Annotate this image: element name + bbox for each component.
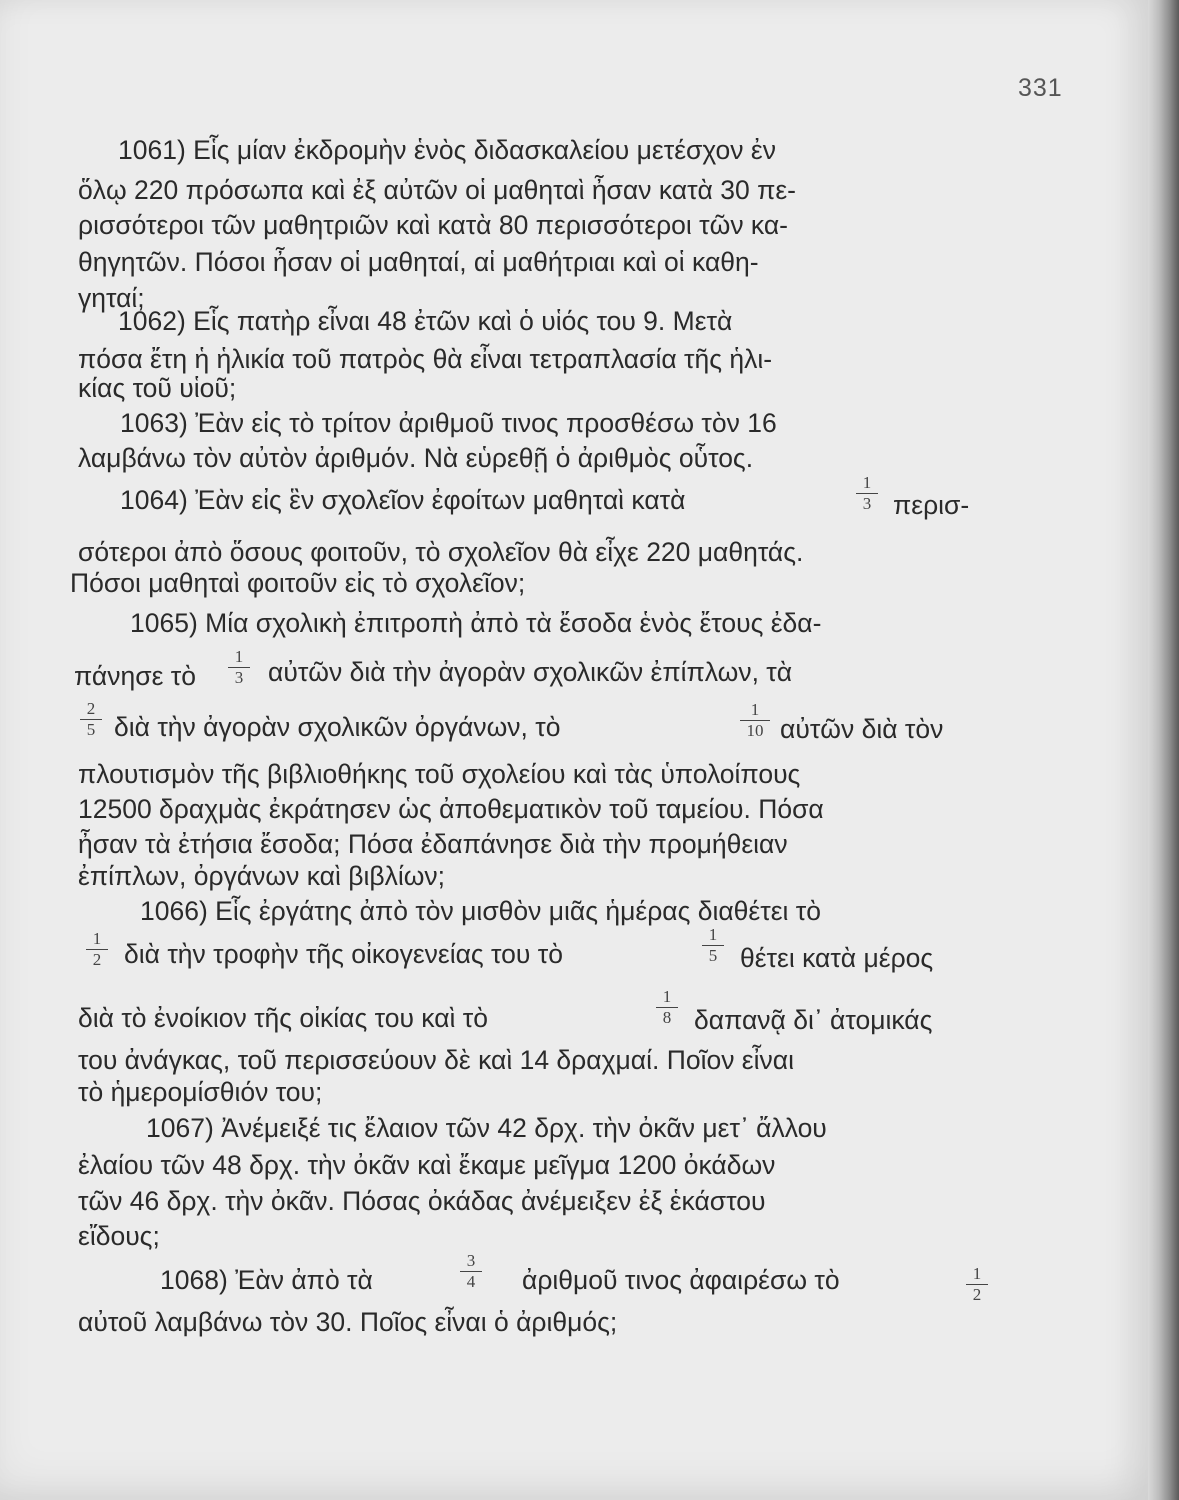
text-line: 1065) Μία σχολικὴ ἐπιτροπὴ ἀπὸ τὰ ἔσοδα ἑνὸς ἔτους ἐδα-	[130, 608, 822, 638]
text-line: αὐτοῦ λαμβάνω τὸν 30. Ποῖος εἶναι ὁ ἀριθμός;	[78, 1307, 618, 1337]
fraction: $\frac{2}{5}$	[80, 700, 102, 739]
text-line: διὰ τὴν ἀγορὰν σχολικῶν ὀργάνων, τὸ	[114, 712, 561, 742]
text-line: 12500 δραχμὰς ἐκράτησεν ὡς ἀποθεματικὸν τοῦ ταμείου. Πόσα	[78, 794, 824, 824]
text-line: εἴδους;	[78, 1221, 160, 1251]
text-line: περισ-	[893, 490, 970, 520]
fraction: $\frac{1}{5}$	[702, 926, 724, 965]
text-line: λαμβάνω τὸν αὐτὸν ἀριθμόν. Νὰ εὑρεθῇ ὁ ἀριθμὸς οὗτος.	[78, 443, 754, 473]
fraction: $\frac{1}{3}$	[228, 648, 250, 687]
text-line: 1068) Ἐὰν ἀπὸ τὰ	[160, 1265, 373, 1295]
text-line: τὸ ἡμερομίσθιόν του;	[78, 1077, 323, 1107]
text-line: πλουτισμὸν τῆς βιβλιοθήκης τοῦ σχολείου καὶ τὰς ὑπολοίπους	[78, 759, 801, 789]
text-line: σότεροι ἀπὸ ὅσους φοιτοῦν, τὸ σχολεῖον θὰ εἶχε 220 μαθητάς.	[78, 537, 804, 567]
text-line: ἐπίπλων, ὀργάνων καὶ βιβλίων;	[78, 861, 446, 891]
fraction: $\frac{1}{8}$	[656, 988, 678, 1027]
fraction: $\frac{1}{2}$	[86, 930, 108, 969]
text-line: 1064) Ἐὰν εἰς ἓν σχολεῖον ἐφοίτων μαθηταὶ κατὰ	[120, 485, 686, 515]
text-line: διὰ τὴν τροφὴν τῆς οἰκογενείας του τὸ	[124, 939, 563, 969]
text-line: 1066) Εἷς ἐργάτης ἀπὸ τὸν μισθὸν μιᾶς ἡμέρας διαθέτει τὸ	[140, 896, 821, 926]
text-line: αὐτῶν διὰ τὸν	[780, 714, 944, 744]
text-line: δαπανᾷ δι᾽ ἀτομικάς	[694, 1005, 933, 1035]
page-number: 331	[1018, 74, 1063, 102]
text-line: γηταί;	[78, 283, 145, 313]
text-line: 1062) Εἷς πατὴρ εἶναι 48 ἐτῶν καὶ ὁ υἱός του 9. Μετὰ	[118, 306, 733, 336]
text-line: 1067) Ἀνέμειξέ τις ἔλαιον τῶν 42 δρχ. τὴν ὀκᾶν μετ᾽ ἄλλου	[146, 1113, 827, 1143]
text-line: θηγητῶν. Πόσοι ἦσαν οἱ μαθηταί, αἱ μαθήτριαι καὶ οἱ καθη-	[78, 247, 759, 277]
fraction: $\frac{1}{2}$	[966, 1265, 988, 1304]
fraction: $\frac{3}{4}$	[460, 1252, 482, 1291]
text-line: πόσα ἔτη ἡ ἡλικία τοῦ πατρὸς θὰ εἶναι τετραπλασία τῆς ἡλι-	[78, 344, 773, 374]
book-page-edge	[1148, 0, 1179, 1500]
text-line: Πόσοι μαθηταὶ φοιτοῦν εἰς τὸ σχολεῖον;	[70, 568, 526, 598]
text-line: ὅλῳ 220 πρόσωπα καὶ ἐξ αὐτῶν οἱ μαθηταὶ ἦσαν κατὰ 30 πε-	[78, 175, 796, 205]
fraction: $\frac{1}{3}$	[856, 474, 878, 513]
text-line: θέτει κατὰ μέρος	[740, 943, 934, 973]
text-line: πάνησε τὸ	[74, 661, 196, 691]
text-line: ἦσαν τὰ ἐτήσια ἔσοδα; Πόσα ἐδαπάνησε διὰ τὴν προμήθειαν	[78, 829, 788, 859]
text-line: ρισσότεροι τῶν μαθητριῶν καὶ κατὰ 80 περισσότεροι τῶν κα-	[78, 210, 789, 240]
text-line: 1063) Ἐὰν εἰς τὸ τρίτον ἀριθμοῦ τινος προσθέσω τὸν 16	[120, 408, 777, 438]
text-line: τῶν 46 δρχ. τὴν ὀκᾶν. Πόσας ὀκάδας ἀνέμειξεν ἐξ ἑκάστου	[78, 1186, 766, 1216]
text-line: ἐλαίου τῶν 48 δρχ. τὴν ὀκᾶν καὶ ἔκαμε μεῖγμα 1200 ὀκάδων	[78, 1150, 776, 1180]
fraction: $\frac{1}{10}$	[740, 701, 770, 740]
text-line: αὐτῶν διὰ τὴν ἀγορὰν σχολικῶν ἐπίπλων, τὰ	[268, 657, 793, 687]
text-line: ἀριθμοῦ τινος ἀφαιρέσω τὸ	[522, 1265, 840, 1295]
text-line: κίας τοῦ υἱοῦ;	[78, 373, 237, 403]
text-line: διὰ τὸ ἐνοίκιον τῆς οἰκίας του καὶ τὸ	[78, 1003, 489, 1033]
text-line: 1061) Εἷς μίαν ἐκδρομὴν ἑνὸς διδασκαλείου μετέσχον ἐν	[118, 135, 776, 165]
text-line: του ἀνάγκας, τοῦ περισσεύουν δὲ καὶ 14 δραχμαί. Ποῖον εἶναι	[78, 1045, 794, 1075]
